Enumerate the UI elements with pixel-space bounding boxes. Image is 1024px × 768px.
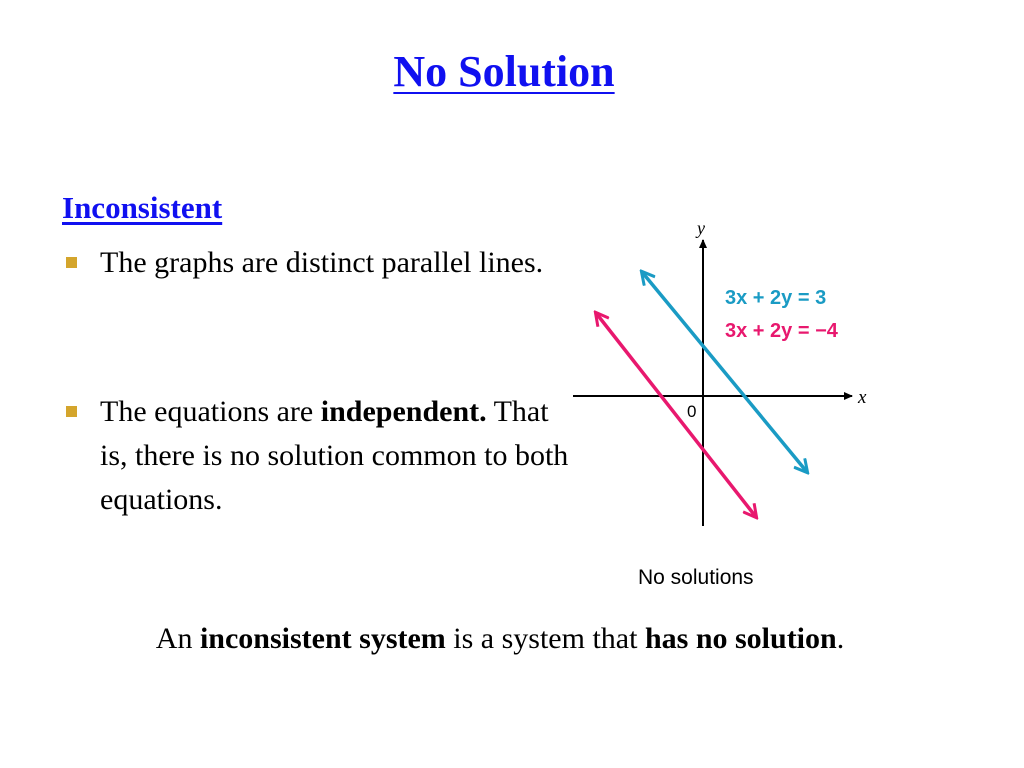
footer-text-1: An [155, 622, 200, 655]
line2-equation: 3x + 2y = −4 [725, 320, 838, 342]
bullet-text-2 [100, 390, 570, 522]
origin-label: 0 [687, 402, 697, 421]
subheading-inconsistent: Inconsistent [62, 190, 223, 225]
bullet-square-icon [66, 406, 77, 417]
footer-text-3: . [836, 622, 845, 655]
graph-caption: No solutions [638, 566, 754, 589]
bullet-square-icon [66, 257, 77, 268]
x-axis-label: x [858, 387, 867, 408]
parallel-lines-graph [560, 210, 880, 540]
y-axis-label: y [697, 218, 705, 238]
footer-definition [0, 622, 1000, 656]
slide-title: No Solution [393, 47, 615, 96]
line1-equation: 3x + 2y = 3 [725, 287, 827, 309]
bullet-text-before: The equations are [100, 395, 321, 428]
footer-text-2: is a system that [445, 622, 645, 655]
bullet-text-after: That is, there is no solution common to both equations. [100, 395, 569, 516]
line-3x-2y-eq-neg4 [596, 313, 756, 517]
footer-bold-2: has no solution [644, 622, 837, 655]
footer-bold-1: inconsistent system [199, 622, 446, 655]
bullet-text-1: The graphs are distinct parallel lines. [100, 246, 544, 279]
bullet-bold-term: independent. [320, 395, 487, 428]
